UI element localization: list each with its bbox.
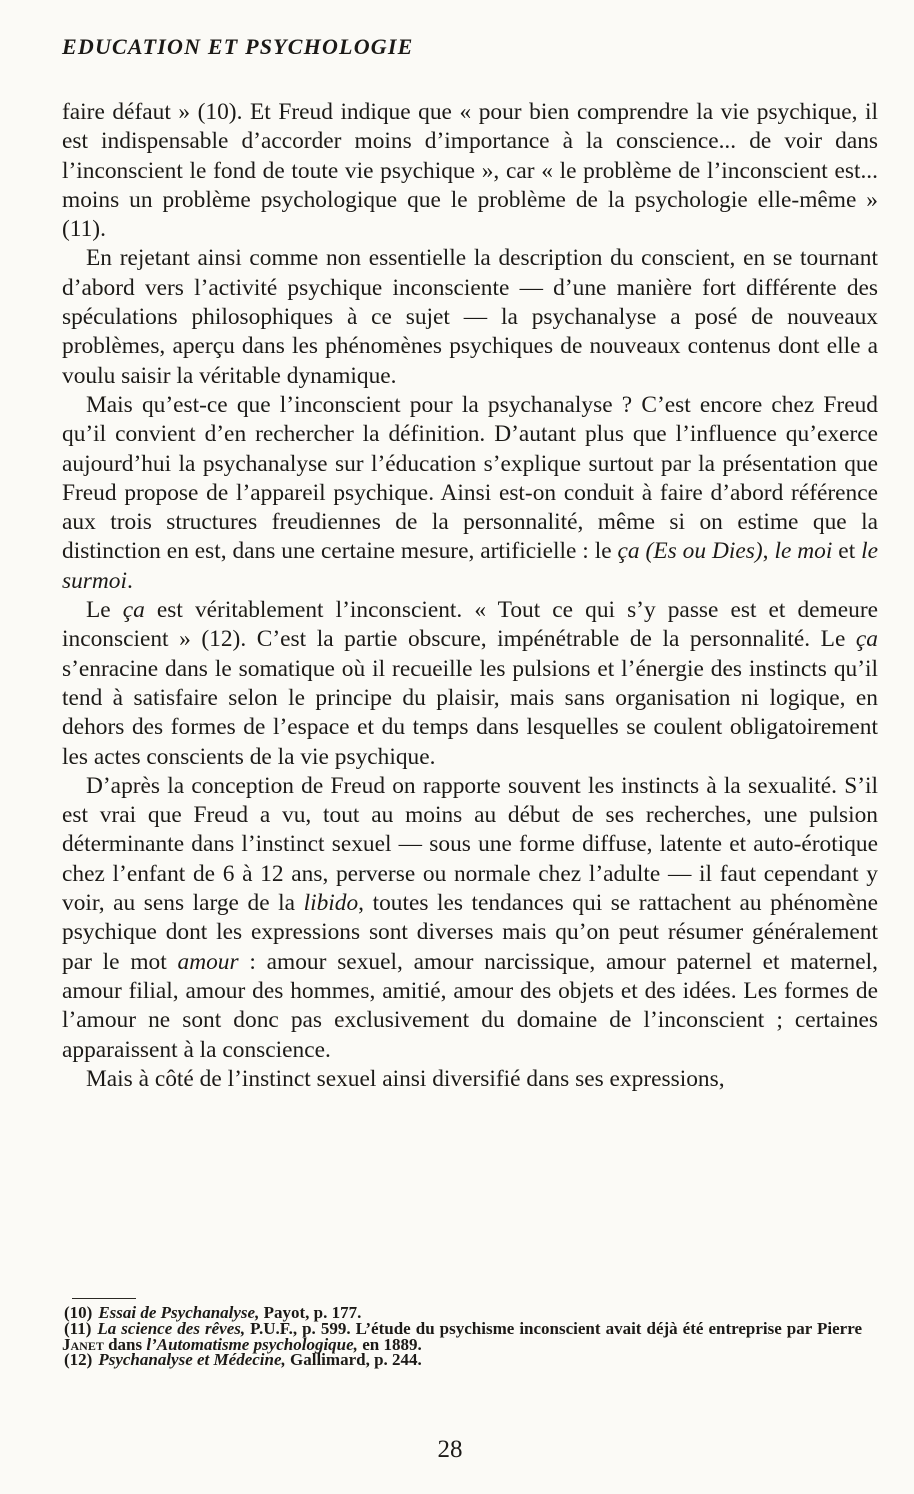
footnote-11 <box>62 1318 863 1354</box>
footnote-title: Psychanalyse et Médecine, <box>98 1350 286 1370</box>
footnote-work: l’Automatisme psychologique, <box>146 1334 358 1354</box>
footnote-text: P.U.F., p. 599. L’étude du psychisme inconscient avait déjà été entreprise par Pierre <box>245 1318 863 1338</box>
term-ca: ça <box>855 626 878 653</box>
separator: et <box>832 538 862 565</box>
paragraph-3 <box>62 391 878 596</box>
footnote-text: en 1889. <box>357 1334 422 1354</box>
footnote-text: Gallimard, p. 244. <box>285 1350 422 1370</box>
paragraph-2: En rejetant ainsi comme non essentielle la description du conscient, en se tournant d’abord vers l’activité psychique inconsciente — d’une manière fort différente des spéculations philosophiques à ce sujet — la psychanalyse a posé de nouveaux problèmes, aperçu dans les phénomènes psychiques de nouveaux contenus dont elle a voulu saisir la véritable dynamique. <box>62 245 878 389</box>
footnote-number: (11) <box>64 1318 92 1338</box>
footnote-title: Essai de Psychanalyse, <box>98 1303 260 1322</box>
footnote-number: (12) <box>64 1350 93 1370</box>
paragraph-5-text: D’après la conception de Freud on rapporte souvent les instincts à la sexualité. S’il est vrai que Freud a vu, tout au moins au début de ses recherches, une pulsion déterminante dans l’instinct sexuel — sous une forme diffuse, latente et auto-érotique chez l’enfant de 6 à 12 ans, perverse ou normale chez l’adulte — il faut cependant y voir, au sens large de la <box>62 772 878 917</box>
paragraph-4 <box>62 596 878 772</box>
paragraph-1: faire défaut » (10). Et Freud indique que « pour bien comprendre la vie psychique, il est indispensable d’accorder moins d’importance à la conscience... de voir dans l’inconscient le fond de toute vie psychique », car « le problème de l’inconscient est... moins un problème psychologique que le problème de la psychologie elle-même » (11). <box>62 99 878 243</box>
separator: . <box>127 567 133 594</box>
footnote-author: Janet <box>62 1334 104 1354</box>
paragraph-5-text: , toutes les tendances qui se rattachent au phénomène psychique dont les expressions sont diverses mais qu’on peut résumer généralement par le mot <box>62 890 879 975</box>
term-surmoi: le surmoi <box>62 538 879 594</box>
paragraph-5-text: : amour sexuel, amour narcissique, amour paternel et maternel, amour filial, amour des hommes, amitié, amour des objets et des idées. Les formes de l’amour ne sont donc pas exclusivement du domaine de l’inconscient ; certaines apparaissent à la conscience. <box>62 948 878 1063</box>
footnotes <box>62 1305 862 1368</box>
running-header: EDUCATION ET PSYCHOLOGIE <box>62 34 414 59</box>
paragraph-4-text: est véritablement l’inconscient. « Tout ce qui s’y passe est et demeure inconscient » (12). C’est la partie obscure, impénétrable de la personnalité. Le <box>62 597 878 653</box>
term-ca: ça <box>122 597 145 624</box>
paragraph-6: Mais à côté de l’instinct sexuel ainsi diversifié dans ses expressions, <box>86 1065 725 1092</box>
term-amour: amour <box>177 948 239 975</box>
term-libido: libido <box>303 890 359 917</box>
footnote-text: dans <box>103 1334 147 1354</box>
footnote-divider <box>72 1298 136 1299</box>
paragraph-4-text: Le <box>86 597 123 624</box>
paragraph-5 <box>62 772 878 1065</box>
footnote-number: (10) <box>64 1303 93 1322</box>
footnote-title: La science des rêves, <box>97 1318 246 1338</box>
footnote-12 <box>62 1352 862 1368</box>
body-text <box>62 98 878 1094</box>
paragraph-3-text: Mais qu’est-ce que l’inconscient pour la psychanalyse ? C’est encore chez Freud qu’il convient d’en rechercher la définition. D’autant plus que l’influence qu’exerce aujourd’hui la psychanalyse sur l’éducation s’explique surtout par la présentation que Freud propose de l’appareil psychique. Ainsi est-on conduit à faire d’abord référence aux trois structures freudiennes de la personnalité, même si on estime que la distinction en est, dans une certaine mesure, artificielle : le <box>62 391 878 565</box>
page-number: 28 <box>437 1436 463 1463</box>
paragraph-4-text: s’enracine dans le somatique où il recueille les pulsions et l’énergie des instincts qu’il tend à satisfaire selon le principe du plaisir, mais sans organisation ni logique, en dehors des formes de l’espace et du temps dans lesquelles se coulent obligatoirement les actes conscients de la vie psychique. <box>62 655 878 770</box>
term-ca: ça (Es ou Dies) <box>617 538 763 565</box>
term-moi: le moi <box>774 538 833 565</box>
footnote-text: Payot, p. 177. <box>259 1303 362 1322</box>
separator: , <box>762 538 775 565</box>
